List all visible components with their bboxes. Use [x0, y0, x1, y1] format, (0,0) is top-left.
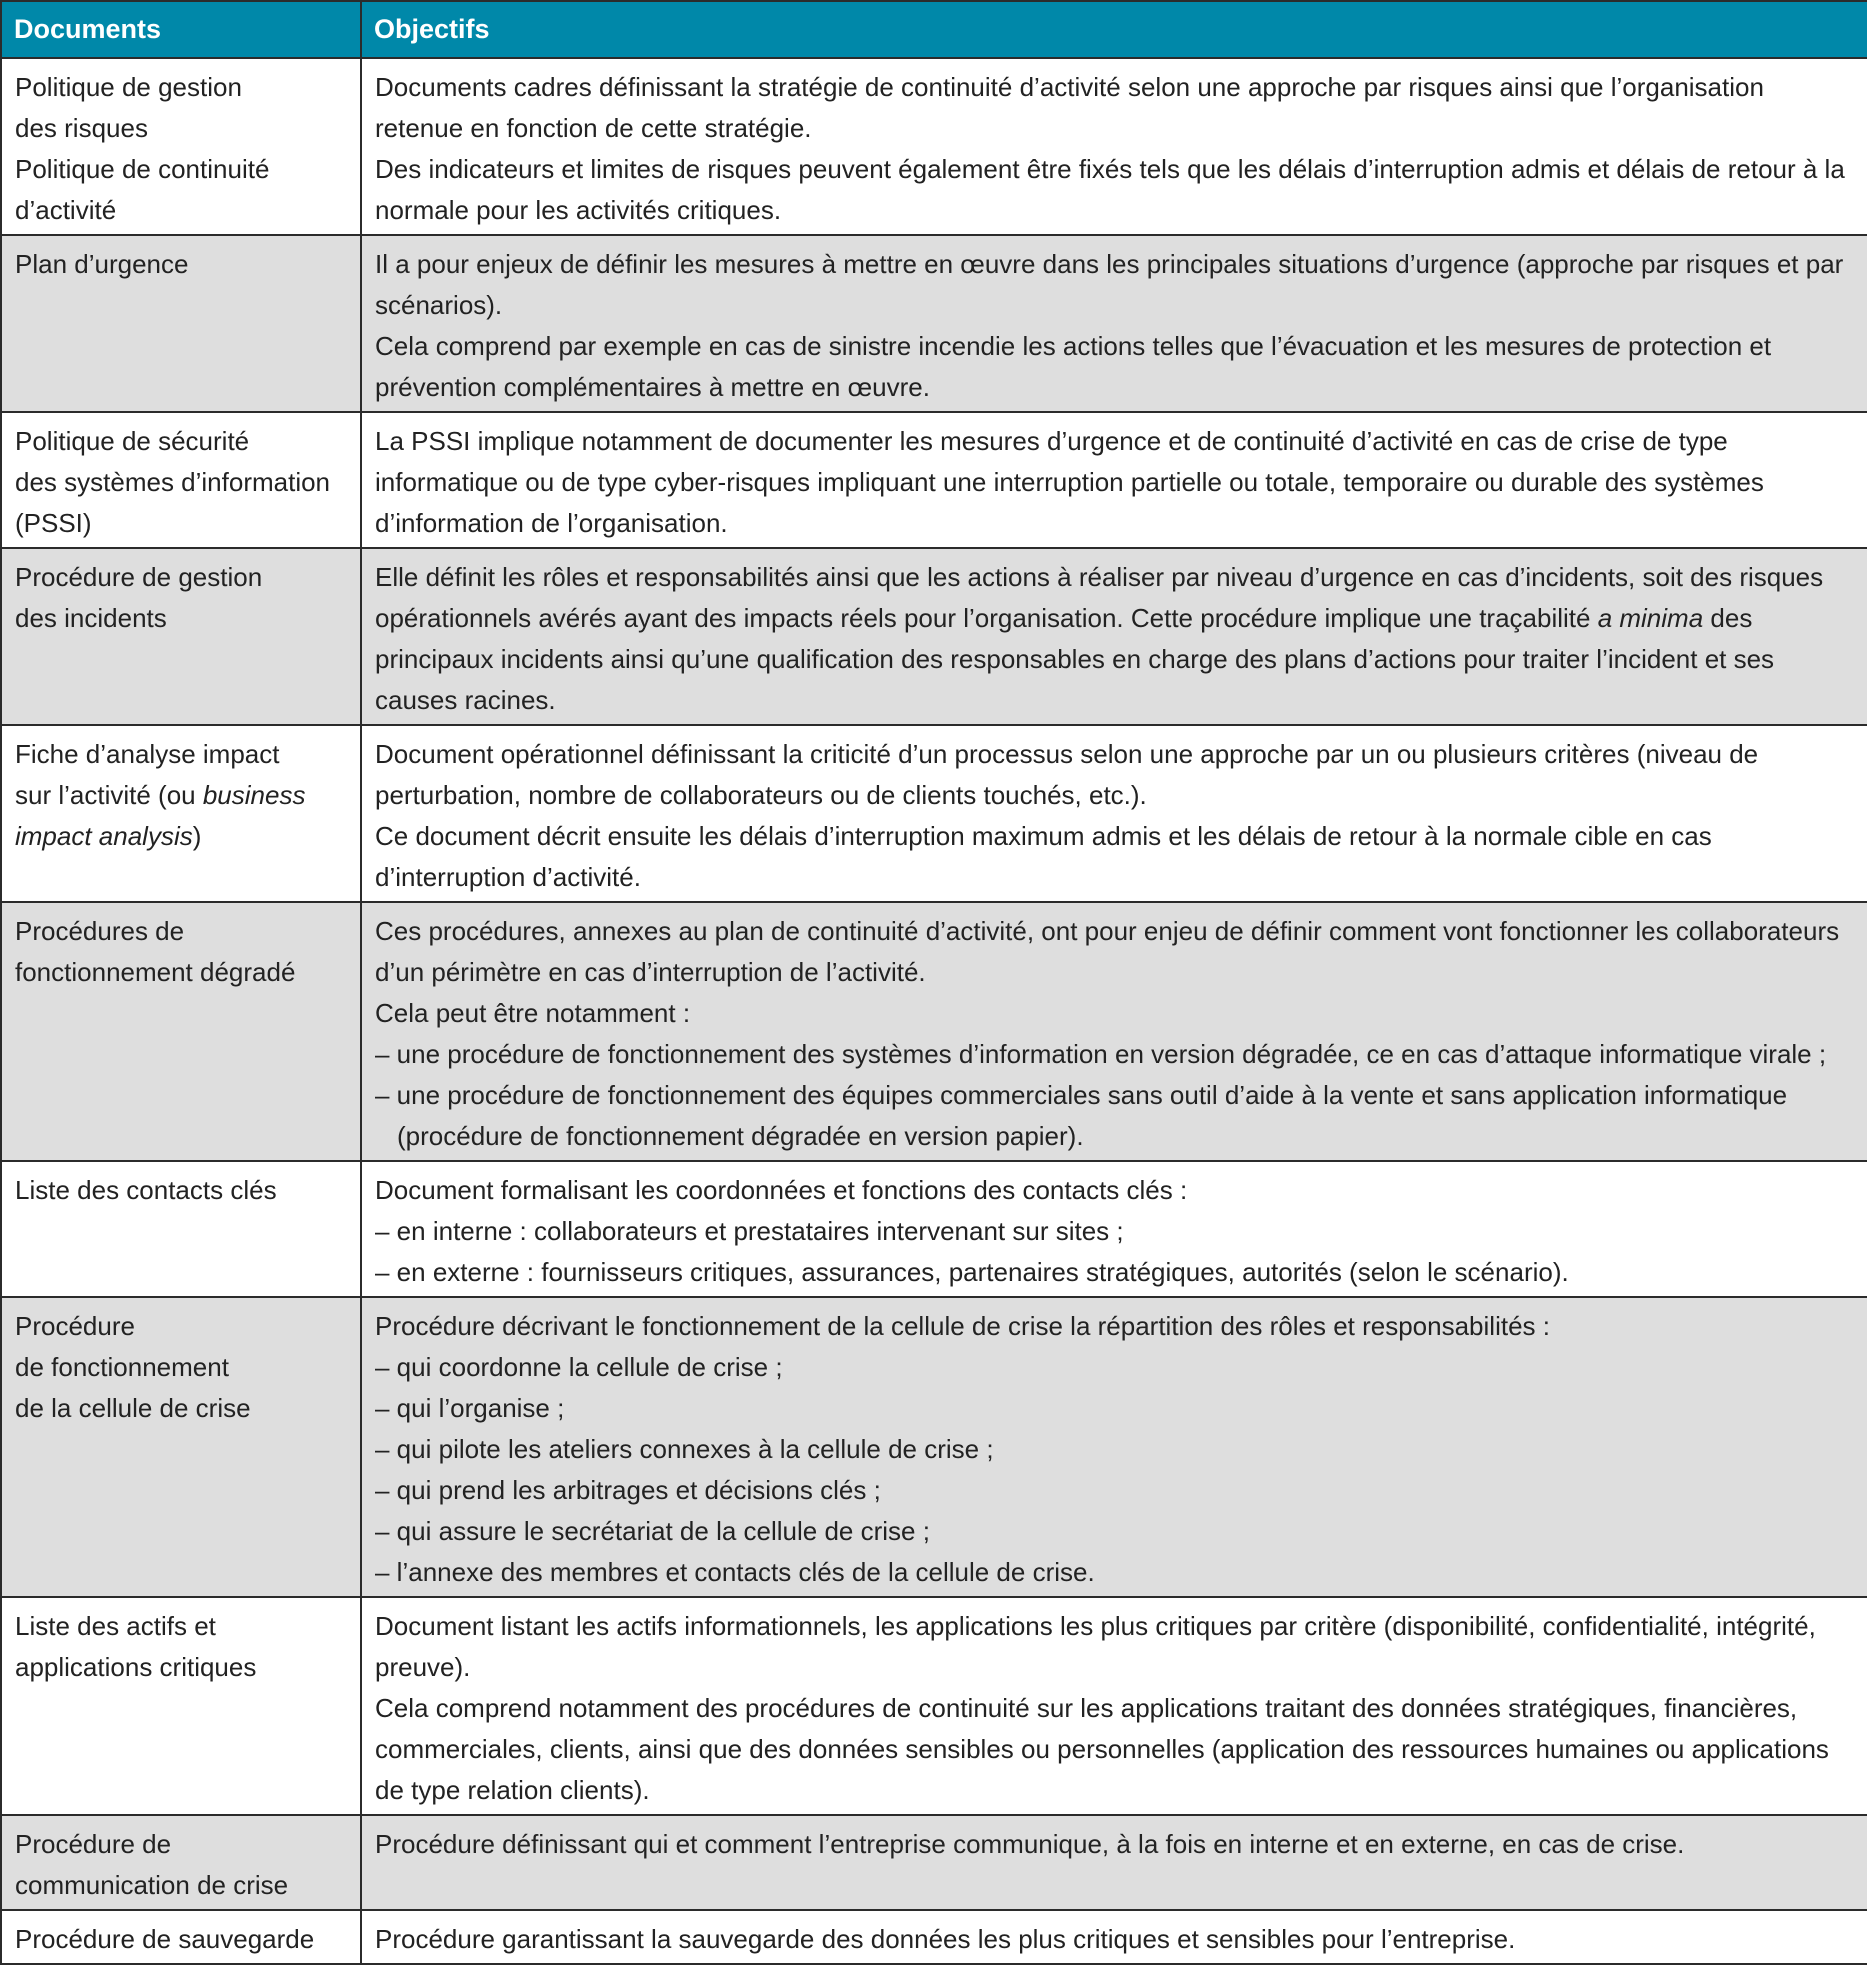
document-line — [15, 775, 348, 816]
objective-list-item: – en externe : fournisseurs critiques, assurances, partenaires stratégiques, autorités (selon le scénario). — [375, 1257, 1569, 1287]
document-cell — [1, 412, 361, 548]
document-line: des risques — [15, 113, 148, 143]
table-row — [1, 902, 1867, 1161]
header-row — [1, 1, 1867, 58]
objective-cell — [361, 1910, 1867, 1964]
objective-paragraph: Documents cadres définissant la stratégie de continuité d’activité selon une approche par risques ainsi que l’organisation retenue en fonction de cette stratégie. — [375, 72, 1764, 143]
objective-text: Elle définit les rôles et responsabilités ainsi que les actions à réaliser par niveau d’urgence en cas d’incidents, soit des risques opérationnels avérés ayant des impacts réels pour l’organisation. Cette procédure implique une traçabilité — [375, 562, 1824, 633]
document-line: Procédure de — [15, 1829, 172, 1859]
document-line: (PSSI) — [15, 508, 92, 538]
document-line: Liste des actifs et — [15, 1611, 216, 1641]
document-line: Fiche d’analyse impact — [15, 739, 280, 769]
objective-list-item: – qui assure le secrétariat de la cellule de crise ; — [375, 1516, 930, 1546]
document-cell — [1, 1161, 361, 1297]
objective-paragraph: Cela comprend notamment des procédures de continuité sur les applications traitant des données stratégiques, financières, commerciales, clients, ainsi que des données sensibles ou personnelles (application des ressources humaines ou applications de type relation clients). — [375, 1693, 1829, 1805]
document-cell — [1, 1910, 361, 1964]
document-cell — [1, 1297, 361, 1597]
objective-cell — [361, 1297, 1867, 1597]
document-line: Plan d’urgence — [15, 249, 189, 279]
objective-paragraph: Ces procédures, annexes au plan de continuité d’activité, ont pour enjeu de définir comment vont fonctionner les collaborateurs d’un périmètre en cas d’interruption de l’activité. — [375, 916, 1840, 987]
document-line: Procédure — [15, 1311, 135, 1341]
document-line: fonctionnement dégradé — [15, 957, 296, 987]
objective-emphasis: a minima — [1597, 603, 1704, 633]
table-row — [1, 1161, 1867, 1297]
objective-cell — [361, 725, 1867, 902]
document-line: des incidents — [15, 603, 167, 633]
document-cell — [1, 1815, 361, 1910]
objective-text: des principaux incidents ainsi qu’une qualification des responsables en charge des plans d’actions pour traiter l’incident et ses causes racines. — [375, 603, 1775, 715]
table-row — [1, 1297, 1867, 1597]
document-line: Procédures de — [15, 916, 185, 946]
document-line: Politique de sécurité — [15, 426, 250, 456]
objective-paragraph: La PSSI implique notamment de documenter les mesures d’urgence et de continuité d’activité en cas de crise de type informatique ou de type cyber-risques impliquant une interruption partielle ou totale, temporaire ou durable des systèmes d’information de l’organisation. — [375, 426, 1764, 538]
objective-cell — [361, 548, 1867, 725]
objective-list-item: – qui l’organise ; — [375, 1393, 565, 1423]
table-row — [1, 1815, 1867, 1910]
header-documents: Documents — [1, 1, 361, 58]
document-line: Politique de continuité — [15, 154, 270, 184]
document-line: Procédure de sauvegarde — [15, 1924, 315, 1954]
objective-list-item: – l’annexe des membres et contacts clés de la cellule de crise. — [375, 1557, 1095, 1587]
table-row — [1, 1597, 1867, 1815]
objective-cell — [361, 412, 1867, 548]
objective-paragraph: Procédure garantissant la sauvegarde des données les plus critiques et sensibles pour l’entreprise. — [375, 1924, 1516, 1954]
document-cell — [1, 235, 361, 412]
objective-cell — [361, 1161, 1867, 1297]
table-row — [1, 58, 1867, 235]
objective-cell — [361, 235, 1867, 412]
table-row — [1, 548, 1867, 725]
objective-paragraph: Procédure décrivant le fonctionnement de la cellule de crise la répartition des rôles et responsabilités : — [375, 1311, 1550, 1341]
objective-list-item: – une procédure de fonctionnement des équipes commerciales sans outil d’aide à la vente et sans application informatique (procédure de fonctionnement dégradée en version papier). — [375, 1080, 1788, 1151]
document-line: communication de crise — [15, 1870, 289, 1900]
objective-paragraph: Cela comprend par exemple en cas de sinistre incendie les actions telles que l’évacuation et les mesures de protection et prévention complémentaires à mettre en œuvre. — [375, 331, 1772, 402]
document-text: ) — [192, 821, 202, 851]
document-cell — [1, 902, 361, 1161]
objective-paragraph: Procédure définissant qui et comment l’entreprise communique, à la fois en interne et en externe, en cas de crise. — [375, 1829, 1685, 1859]
objective-list-item: – qui pilote les ateliers connexes à la cellule de crise ; — [375, 1434, 994, 1464]
objective-paragraph: Des indicateurs et limites de risques peuvent également être fixés tels que les délais d’interruption admis et délais de retour à la normale pour les activités critiques. — [375, 154, 1845, 225]
objective-list-item: – qui coordonne la cellule de crise ; — [375, 1352, 783, 1382]
objective-paragraph: Ce document décrit ensuite les délais d’interruption maximum admis et les délais de retour à la normale cible en cas d’interruption d’activité. — [375, 821, 1712, 892]
document-emphasis: business — [202, 780, 306, 810]
objective-paragraph: Il a pour enjeux de définir les mesures à mettre en œuvre dans les principales situations d’urgence (approche par risques et par scénarios). — [375, 249, 1844, 320]
objective-cell — [361, 58, 1867, 235]
table-row — [1, 412, 1867, 548]
document-cell — [1, 725, 361, 902]
objective-paragraph — [375, 557, 1855, 721]
document-cell — [1, 58, 361, 235]
objective-cell — [361, 1597, 1867, 1815]
header-objectifs: Objectifs — [361, 1, 1867, 58]
objective-paragraph: Document listant les actifs informationnels, les applications les plus critiques par critère (disponibilité, confidentialité, intégrité, preuve). — [375, 1611, 1816, 1682]
table-row — [1, 1910, 1867, 1964]
objective-paragraph: Document formalisant les coordonnées et fonctions des contacts clés : — [375, 1175, 1188, 1205]
document-line: Procédure de gestion — [15, 562, 263, 592]
objective-list-item: – une procédure de fonctionnement des systèmes d’information en version dégradée, ce en cas d’attaque informatique virale ; — [375, 1039, 1827, 1069]
objective-paragraph: Document opérationnel définissant la criticité d’un processus selon une approche par un ou plusieurs critères (niveau de perturbation, nombre de collaborateurs ou de clients touchés, etc.). — [375, 739, 1759, 810]
objective-paragraph: Cela peut être notamment : — [375, 998, 691, 1028]
document-line: de la cellule de crise — [15, 1393, 251, 1423]
document-line: des systèmes d’information — [15, 467, 331, 497]
document-line: Politique de gestion — [15, 72, 242, 102]
objective-cell — [361, 1815, 1867, 1910]
document-line: applications critiques — [15, 1652, 257, 1682]
document-cell — [1, 548, 361, 725]
document-emphasis: impact analysis — [15, 821, 193, 851]
table-row — [1, 725, 1867, 902]
document-line: Liste des contacts clés — [15, 1175, 277, 1205]
objective-cell — [361, 902, 1867, 1161]
document-line: de fonctionnement — [15, 1352, 229, 1382]
document-cell — [1, 1597, 361, 1815]
objective-list-item: – en interne : collaborateurs et prestataires intervenant sur sites ; — [375, 1216, 1124, 1246]
document-text: sur l’activité (ou — [15, 780, 203, 810]
document-line — [15, 816, 348, 857]
document-line: d’activité — [15, 195, 117, 225]
table-row — [1, 235, 1867, 412]
objective-list-item: – qui prend les arbitrages et décisions clés ; — [375, 1475, 881, 1505]
